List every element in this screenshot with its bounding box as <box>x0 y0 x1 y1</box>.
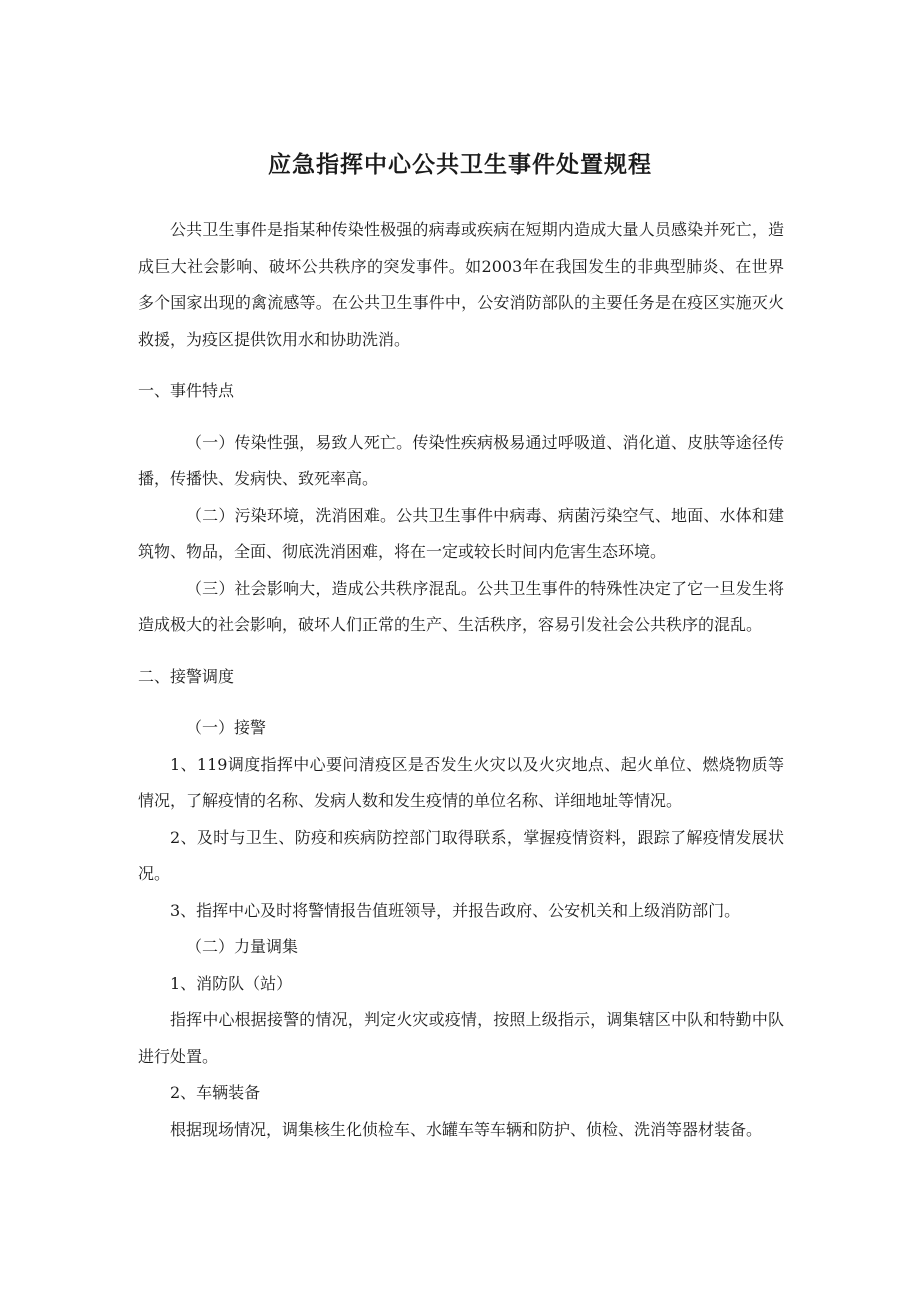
document-body <box>138 212 784 1148</box>
characteristic-item: （二）污染环境，洗消困难。公共卫生事件中病毒、病菌污染空气、地面、水体和建筑物、物品，全面、彻底洗消困难，将在一定或较长时间内危害生态环境。 <box>138 505 784 561</box>
fire-station-heading: 1、消防队（站） <box>170 973 293 993</box>
characteristic-item: （三）社会影响大，造成公共秩序混乱。公共卫生事件的特殊性决定了它一旦发生将造成极大的社会影响，破坏人们正常的生产、生活秩序，容易引发社会公共秩序的混乱。 <box>138 578 784 634</box>
intro-paragraph: 公共卫生事件是指某种传染性极强的病毒或疾病在短期内造成大量人员感染并死亡，造成巨大社会影响、破坏公共秩序的突发事件。如2003年在我国发生的非典型肺炎、在世界多个国家出现的禽流感等。在公共卫生事件中，公安消防部队的主要任务是在疫区实施灭火救援，为疫区提供饮用水和协助洗消。 <box>138 220 784 349</box>
receive-alarm-item: 3、指挥中心及时将警情报告值班领导，并报告政府、公安机关和上级消防部门。 <box>170 900 741 920</box>
receive-alarm-item: 2、及时与卫生、防疫和疾病防控部门取得联系，掌握疫情资料，跟踪了解疫情发展状况。 <box>138 827 784 883</box>
vehicle-equipment-text: 根据现场情况，调集核生化侦检车、水罐车等车辆和防护、侦检、洗消等器材装备。 <box>170 1119 763 1139</box>
document-title: 应急指挥中心公共卫生事件处置规程 <box>268 152 652 178</box>
receive-alarm-item: 1、119调度指挥中心要问清疫区是否发生火灾以及火灾地点、起火单位、燃烧物质等情况，了解疫情的名称、发病人数和发生疫情的单位名称、详细地址等情况。 <box>138 754 784 810</box>
subsection-heading-receive-alarm: （一）接警 <box>186 718 267 737</box>
characteristic-item: （一）传染性强，易致人死亡。传染性疾病极易通过呼吸道、消化道、皮肤等途径传播，传播快、发病快、致死率高。 <box>138 432 784 488</box>
vehicle-equipment-heading: 2、车辆装备 <box>170 1083 261 1102</box>
fire-station-text: 指挥中心根据接警的情况，判定火灾或疫情，按照上级指示，调集辖区中队和特勤中队进行处置。 <box>138 1010 784 1066</box>
section-heading-event-characteristics: 一、事件特点 <box>138 381 235 400</box>
subsection-heading-force-dispatch: （二）力量调集 <box>186 937 299 956</box>
section-heading-dispatch: 二、接警调度 <box>138 666 235 686</box>
